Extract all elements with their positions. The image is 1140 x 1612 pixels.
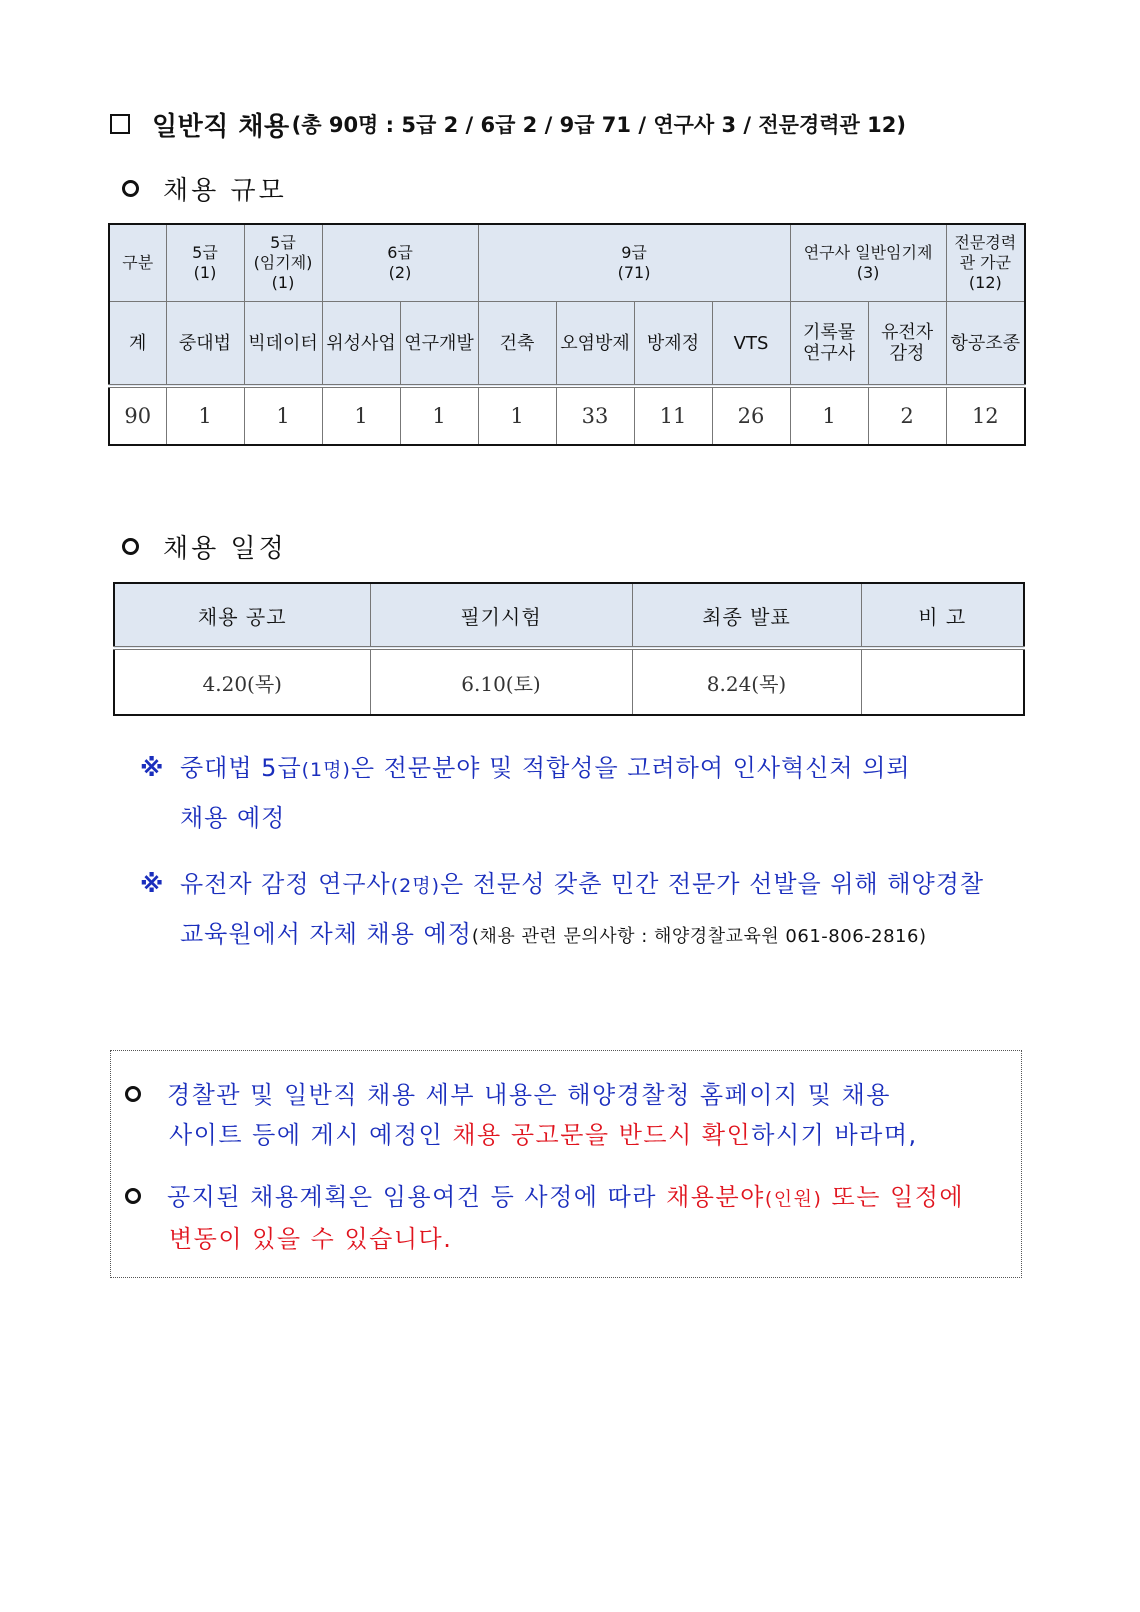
table-cell: 11 — [634, 386, 712, 445]
table-cell: 1 — [790, 386, 868, 445]
scale-values-row — [109, 386, 1025, 445]
table-cell: 오염방제 — [556, 302, 634, 387]
table-cell: 위성사업 — [322, 302, 400, 387]
note-text: 은 전문성 갖춘 민간 전문가 선발을 위해 해양경찰 — [440, 870, 985, 898]
notice-text: 사이트 등에 게시 예정인 — [169, 1121, 453, 1149]
table-cell: 건축 — [478, 302, 556, 387]
table-cell: 26 — [712, 386, 790, 445]
table-cell: 최종 발표 — [632, 583, 861, 648]
table-cell: 12 — [946, 386, 1025, 445]
table-cell: 빅데이터 — [244, 302, 322, 387]
circle-bullet-icon — [122, 538, 139, 555]
notice-emphasis: 채용분야 — [666, 1183, 765, 1211]
table-cell: 8.24(목) — [632, 648, 861, 715]
notice-paragraph-1 — [125, 1075, 1005, 1155]
schedule-table — [113, 582, 1025, 716]
schedule-values-row — [114, 648, 1024, 715]
scale-header-row-1 — [109, 224, 1025, 302]
table-cell: 6급 (2) — [322, 224, 478, 302]
schedule-header-row — [114, 583, 1024, 648]
note-text: 중대법 5급 — [180, 754, 302, 782]
table-cell: 항공조종 — [946, 302, 1025, 387]
table-cell: 1 — [166, 386, 244, 445]
table-cell: 구분 — [109, 224, 166, 302]
note-2 — [140, 860, 1030, 961]
page-heading — [110, 106, 906, 142]
notice-emphasis: 채용 공고문을 반드시 확인 — [452, 1121, 752, 1149]
table-cell: 1 — [322, 386, 400, 445]
notice-text: 하시기 바라며, — [751, 1121, 918, 1149]
table-cell: 90 — [109, 386, 166, 445]
reference-mark-icon: ※ — [140, 754, 165, 782]
note-text: 유전자 감정 연구사 — [180, 870, 391, 898]
notice-paragraph-2 — [125, 1177, 1005, 1259]
note-1 — [140, 744, 1030, 842]
table-cell: 전문경력 관 가군 (12) — [946, 224, 1025, 302]
table-cell: 1 — [478, 386, 556, 445]
table-cell: 2 — [868, 386, 946, 445]
section-scale-label: 채용 규모 — [163, 176, 287, 206]
table-cell: 연구개발 — [400, 302, 478, 387]
reference-mark-icon: ※ — [140, 870, 165, 898]
table-cell: 기록물 연구사 — [790, 302, 868, 387]
table-cell: VTS — [712, 302, 790, 387]
section-schedule-title — [122, 528, 287, 565]
contact-info: (채용 관련 문의사항 : 해양경찰교육원 061-806-2816) — [471, 926, 927, 947]
note-line — [140, 860, 1030, 910]
table-cell: 계 — [109, 302, 166, 387]
note-line — [140, 744, 1030, 794]
scale-header-row-2 — [109, 302, 1025, 387]
heading-title: 일반직 채용 — [152, 111, 290, 142]
notice-text: 공지된 채용계획은 임용여건 등 사정에 따라 — [167, 1183, 667, 1211]
table-cell: 채용 공고 — [114, 583, 370, 648]
note-text: (2명) — [390, 875, 441, 897]
circle-bullet-icon — [122, 180, 139, 197]
note-line — [140, 910, 1030, 961]
note-text: 은 전문분야 및 적합성을 고려하여 인사혁신처 의뢰 — [350, 754, 911, 782]
table-cell: 중대법 — [166, 302, 244, 387]
table-cell: 33 — [556, 386, 634, 445]
scale-table — [108, 223, 1026, 446]
table-cell: 5급 (임기제) (1) — [244, 224, 322, 302]
notice-box — [110, 1050, 1022, 1278]
table-cell: 5급 (1) — [166, 224, 244, 302]
table-cell: 4.20(목) — [114, 648, 370, 715]
section-schedule-label: 채용 일정 — [163, 534, 287, 564]
note-text: 교육원에서 자체 채용 예정 — [180, 920, 472, 948]
table-cell: 방제정 — [634, 302, 712, 387]
table-cell: 9급 (71) — [478, 224, 790, 302]
table-cell: 유전자 감정 — [868, 302, 946, 387]
notice-emphasis: 또는 일정에 — [822, 1183, 965, 1211]
note-text: (1명) — [301, 759, 351, 781]
checkbox-square-icon — [110, 114, 130, 134]
table-cell: 1 — [400, 386, 478, 445]
table-cell: 필기시험 — [370, 583, 632, 648]
heading-summary: (총 90명 : 5급 2 / 6급 2 / 9급 71 / 연구사 3 / 전문경력관 12) — [291, 113, 906, 137]
table-cell — [861, 648, 1024, 715]
circle-bullet-icon — [125, 1188, 141, 1204]
section-scale-title — [122, 170, 287, 207]
notice-emphasis: 변동이 있을 수 있습니다. — [169, 1225, 453, 1253]
table-cell: 연구사 일반임기제 (3) — [790, 224, 946, 302]
notice-text: 경찰관 및 일반직 채용 세부 내용은 해양경찰청 홈페이지 및 채용 — [167, 1081, 891, 1109]
notice-emphasis: (인원) — [764, 1188, 823, 1210]
table-cell: 6.10(토) — [370, 648, 632, 715]
circle-bullet-icon — [125, 1086, 141, 1102]
table-cell: 비 고 — [861, 583, 1024, 648]
table-cell: 1 — [244, 386, 322, 445]
note-text: 채용 예정 — [180, 804, 286, 832]
